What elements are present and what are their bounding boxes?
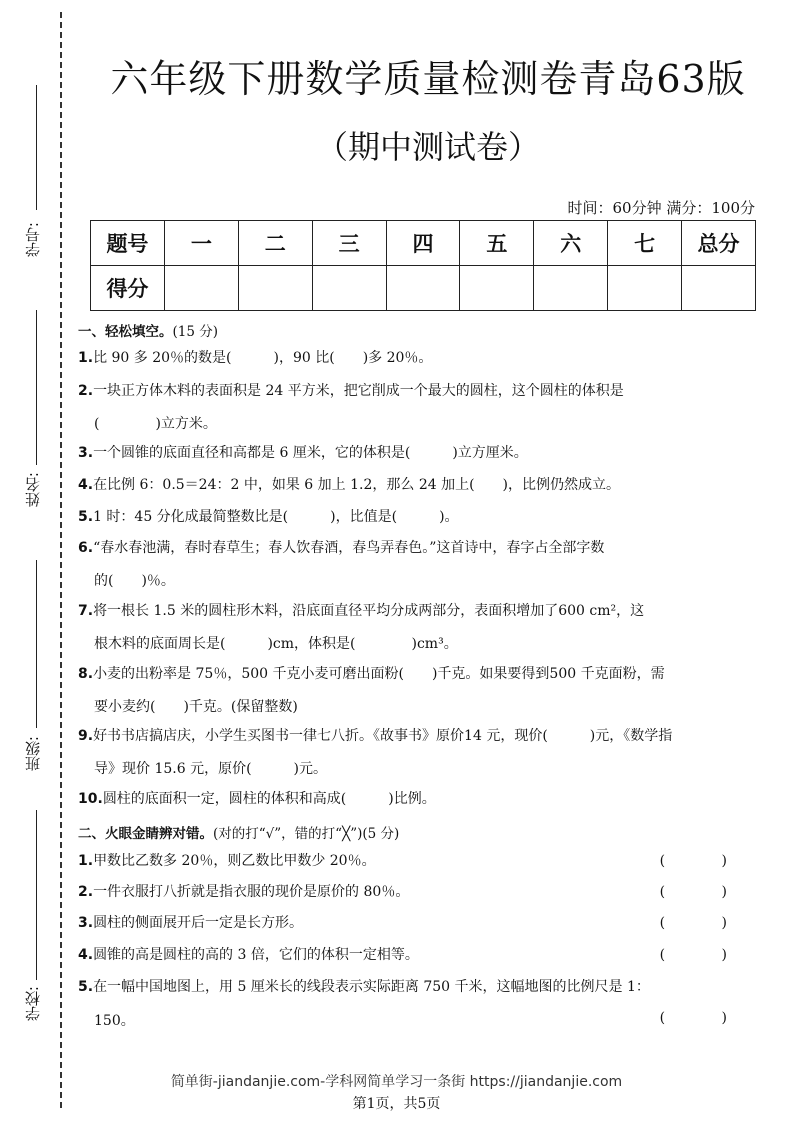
question-1-2-cont: ( )立方米。 xyxy=(94,416,217,432)
score-row-label: 得分 xyxy=(91,266,165,311)
section-2-title: 二、火眼金睛辨对错。(对的打“√”，错的打“╳”)(5 分) xyxy=(78,826,400,842)
answer-paren[interactable]: ( ) xyxy=(659,1010,753,1026)
footer-watermark: 简单街-jiandanjie.com-学科网简单学习一条街 https://jiandanjie.com xyxy=(170,1074,623,1090)
page-title: 六年级下册数学质量检测卷青岛63版 xyxy=(110,57,746,101)
score-table xyxy=(90,220,756,311)
question-1-6: 6.“春水春池满，春时春草生；春人饮春酒，春鸟弄春色。”这首诗中，春字占全部字数 xyxy=(78,540,605,556)
page-number: 第1页，共5页 xyxy=(352,1096,441,1112)
question-2-5: 5.在一幅中国地图上，用 5 厘米长的线段表示实际距离 750 千米，这幅地图的比例尺是 1： xyxy=(78,979,650,995)
question-1-3: 3.一个圆锥的底面直径和高都是 6 厘米，它的体积是( )立方厘米。 xyxy=(78,445,528,461)
score-col-6: 六 xyxy=(534,221,608,266)
score-cell[interactable] xyxy=(460,266,534,311)
question-2-1: 1.甲数比乙数多 20％，则乙数比甲数少 20％。 xyxy=(78,853,376,869)
question-2-2: 2.一件衣服打八折就是指衣服的现价是原价的 80％。 xyxy=(78,884,410,900)
answer-paren[interactable]: ( ) xyxy=(659,947,753,963)
school-line xyxy=(36,810,37,980)
question-1-5: 5.1 时：45 分化成最简整数比是( )，比值是( )。 xyxy=(78,509,459,525)
score-col-1: 一 xyxy=(164,221,238,266)
question-2-4: 4.圆锥的高是圆柱的高的 3 倍，它们的体积一定相等。 xyxy=(78,947,419,963)
name-label: 姓名: xyxy=(24,472,42,508)
class-label: 班级: xyxy=(24,736,42,772)
score-cell[interactable] xyxy=(534,266,608,311)
question-1-7: 7.将一根长 1.5 米的圆柱形木料，沿底面直径平均分成两部分，表面积增加了600 cm²，这 xyxy=(78,603,645,619)
student-id-label: 学号: xyxy=(24,222,42,258)
score-cell[interactable] xyxy=(682,266,756,311)
student-id-line xyxy=(36,85,37,210)
question-1-10: 10.圆柱的底面积一定，圆柱的体积和高成( )比例。 xyxy=(78,791,436,807)
answer-paren[interactable]: ( ) xyxy=(659,915,753,931)
question-1-9-cont: 导》现价 15.6 元，原价( )元。 xyxy=(94,761,327,777)
school-label: 学校: xyxy=(24,986,42,1022)
question-2-5-cont: 150。 xyxy=(94,1013,135,1029)
score-col-total: 总分 xyxy=(682,221,756,266)
answer-paren[interactable]: ( ) xyxy=(659,853,753,869)
question-1-8: 8.小麦的出粉率是 75％，500 千克小麦可磨出面粉( )千克。如果要得到500 千克面粉，需 xyxy=(78,666,665,682)
score-cell[interactable] xyxy=(608,266,682,311)
question-1-4: 4.在比例 6：0.5＝24：2 中，如果 6 加上 1.2，那么 24 加上( )，比例仍然成立。 xyxy=(78,477,621,493)
question-1-6-cont: 的( )％。 xyxy=(94,573,175,589)
score-col-4: 四 xyxy=(386,221,460,266)
question-1-7-cont: 根木料的底面周长是( )cm，体积是( )cm³。 xyxy=(94,636,458,652)
score-col-5: 五 xyxy=(460,221,534,266)
answer-paren[interactable]: ( ) xyxy=(659,884,753,900)
section-1-title: 一、轻松填空。(15 分) xyxy=(78,324,219,340)
name-line xyxy=(36,310,37,465)
score-table-score-row xyxy=(91,266,756,311)
page-subtitle: （期中测试卷） xyxy=(315,128,540,166)
score-cell[interactable] xyxy=(238,266,312,311)
time-info: 时间：60分钟 满分：100分 xyxy=(567,199,755,217)
score-table-row-label: 题号 xyxy=(91,221,165,266)
score-col-2: 二 xyxy=(238,221,312,266)
question-1-1: 1.比 90 多 20％的数是( )，90 比( )多 20％。 xyxy=(78,350,433,366)
question-2-3: 3.圆柱的侧面展开后一定是长方形。 xyxy=(78,915,304,931)
score-col-7: 七 xyxy=(608,221,682,266)
score-table-header-row xyxy=(91,221,756,266)
question-1-9: 9.好书书店搞店庆，小学生买图书一律七八折。《故事书》原价14 元，现价( )元，《数学指 xyxy=(78,728,673,744)
score-cell[interactable] xyxy=(164,266,238,311)
score-cell[interactable] xyxy=(312,266,386,311)
binding-dashed-line xyxy=(60,12,62,1108)
question-1-8-cont: 要小麦约( )千克。(保留整数) xyxy=(94,699,298,715)
score-col-3: 三 xyxy=(312,221,386,266)
question-1-2: 2.一块正方体木料的表面积是 24 平方米，把它削成一个最大的圆柱，这个圆柱的体积是 xyxy=(78,383,624,399)
score-cell[interactable] xyxy=(386,266,460,311)
class-line xyxy=(36,560,37,728)
